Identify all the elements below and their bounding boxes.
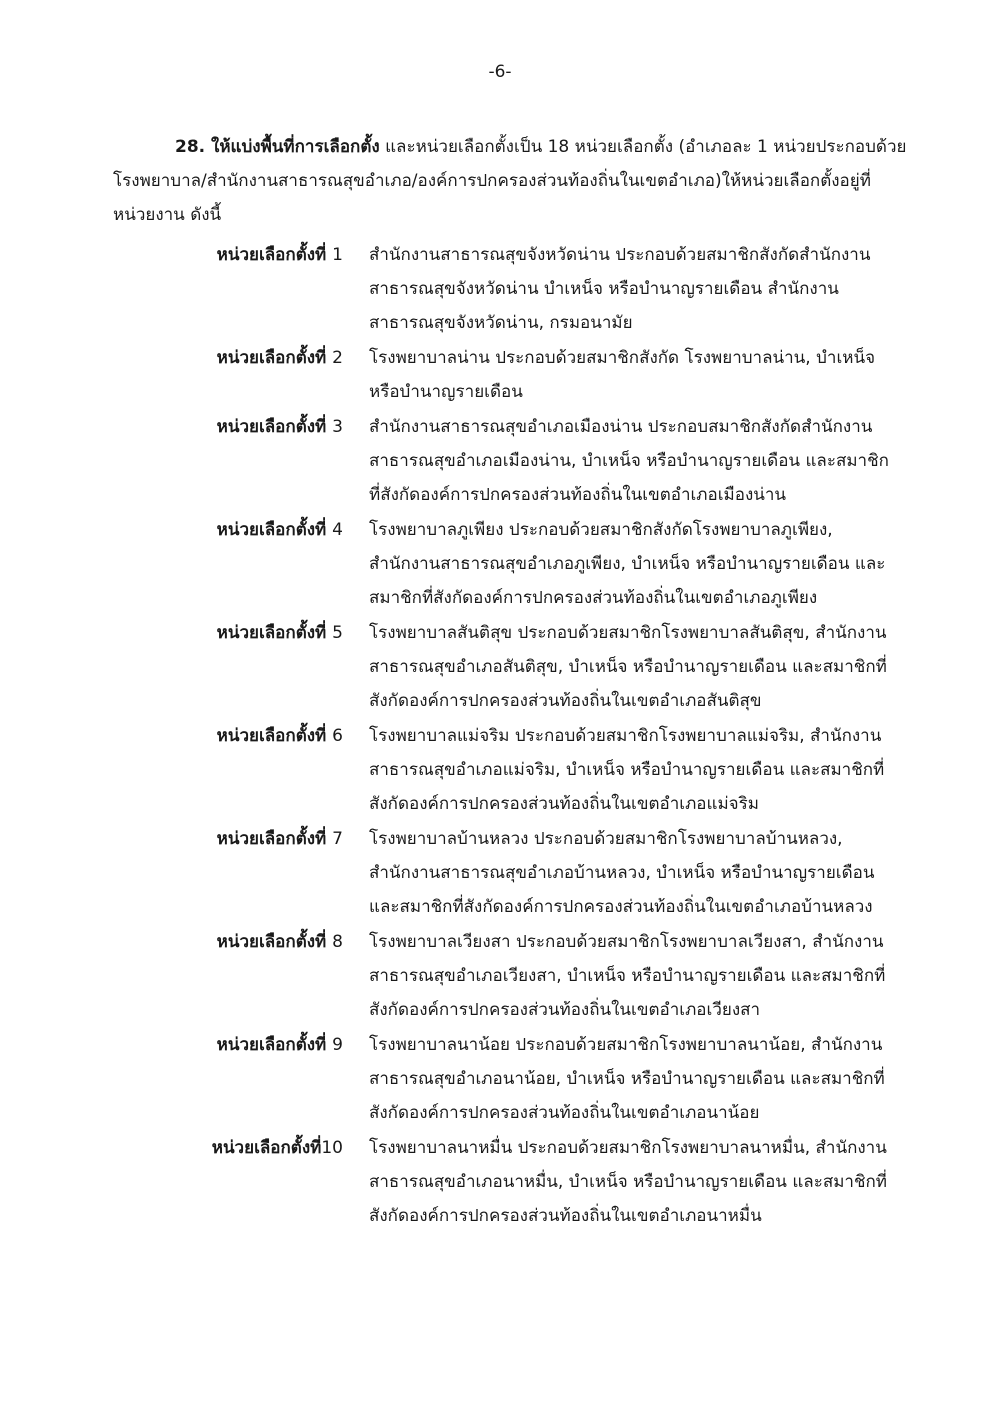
description-line: โรงพยาบาลเวียงสา ประกอบด้วยสมาชิกโรงพยาบาลเวียงสา, สำนักงาน [369, 932, 884, 952]
polling-unit-label [113, 822, 369, 924]
description-line: สำนักงานสาธารณสุขอำเภอบ้านหลวง, บำเหน็จ หรือบำนาญรายเดือน [369, 863, 875, 883]
polling-unit-7 [113, 822, 923, 924]
description-line: โรงพยาบาลแม่จริม ประกอบด้วยสมาชิกโรงพยาบาลแม่จริม, สำนักงาน [369, 726, 882, 746]
polling-unit-label-text: หน่วยเลือกตั้งที่ [216, 623, 327, 643]
description-line: สาธารณสุขอำเภอนาหมื่น, บำเหน็จ หรือบำนาญรายเดือน และสมาชิกที่ [369, 1172, 888, 1192]
polling-unit-label-text: หน่วยเลือกตั้งที่ [216, 829, 327, 849]
description-line: สาธารณสุขอำเภอสันติสุข, บำเหน็จ หรือบำนาญรายเดือน และสมาชิกที่ [369, 657, 887, 677]
polling-unit-label [113, 410, 369, 512]
description-line: สังกัดองค์การปกครองส่วนท้องถิ่นในเขตอำเภอนาหมื่น [369, 1206, 762, 1226]
polling-unit-label [113, 925, 369, 1027]
polling-unit-description [369, 513, 923, 615]
description-line: สาธารณสุขอำเภอเวียงสา, บำเหน็จ หรือบำนาญรายเดือน และสมาชิกที่ [369, 966, 886, 986]
polling-unit-description [369, 238, 923, 340]
polling-unit-label [113, 1131, 369, 1233]
description-line: และสมาชิกที่สังกัดองค์การปกครองส่วนท้องถิ่นในเขตอำเภอบ้านหลวง [369, 897, 873, 917]
description-line: สังกัดองค์การปกครองส่วนท้องถิ่นในเขตอำเภอแม่จริม [369, 794, 759, 814]
description-line: สำนักงานสาธารณสุขจังหวัดน่าน ประกอบด้วยสมาชิกสังกัดสำนักงาน [369, 245, 871, 265]
polling-unit-description [369, 1028, 923, 1130]
polling-unit-description [369, 410, 923, 512]
clause-lead: 28. ให้แบ่งพื้นที่การเลือกตั้ง [175, 137, 380, 157]
polling-unit-description [369, 616, 923, 718]
polling-unit-label-text: หน่วยเลือกตั้งที่ [216, 245, 327, 265]
polling-unit-label [113, 719, 369, 821]
polling-unit-number: 2 [332, 348, 343, 368]
description-line: สาธารณสุขอำเภอเมืองน่าน, บำเหน็จ หรือบำนาญรายเดือน และสมาชิก [369, 451, 889, 471]
polling-unit-label-text: หน่วยเลือกตั้งที่ [216, 417, 327, 437]
description-line: สาธารณสุขจังหวัดน่าน, กรมอนามัย [369, 313, 633, 333]
polling-unit-label-text: หน่วยเลือกตั้งที่ [211, 1138, 322, 1158]
polling-unit-description [369, 822, 923, 924]
polling-unit-label [113, 341, 369, 409]
description-line: สังกัดองค์การปกครองส่วนท้องถิ่นในเขตอำเภอเวียงสา [369, 1000, 761, 1020]
description-line: โรงพยาบาลสันติสุข ประกอบด้วยสมาชิกโรงพยาบาลสันติสุข, สำนักงาน [369, 623, 887, 643]
polling-unit-4 [113, 513, 923, 615]
intro-paragraph [113, 130, 923, 232]
polling-unit-description [369, 1131, 923, 1233]
polling-unit-3 [113, 410, 923, 512]
polling-unit-number: 7 [332, 829, 343, 849]
description-line: โรงพยาบาลนาน้อย ประกอบด้วยสมาชิกโรงพยาบาลนาน้อย, สำนักงาน [369, 1035, 883, 1055]
intro-line-3: หน่วยงาน ดังนี้ [113, 205, 222, 225]
polling-unit-label [113, 1028, 369, 1130]
polling-unit-number: 1 [332, 245, 343, 265]
polling-unit-number: 3 [332, 417, 343, 437]
description-line: สังกัดองค์การปกครองส่วนท้องถิ่นในเขตอำเภอนาน้อย [369, 1103, 760, 1123]
polling-unit-label-text: หน่วยเลือกตั้งที่ [216, 520, 327, 540]
polling-unit-description [369, 925, 923, 1027]
description-line: โรงพยาบาลนาหมื่น ประกอบด้วยสมาชิกโรงพยาบาลนาหมื่น, สำนักงาน [369, 1138, 887, 1158]
polling-unit-1 [113, 238, 923, 340]
polling-unit-number: 10 [321, 1138, 343, 1158]
description-line: ที่สังกัดองค์การปกครองส่วนท้องถิ่นในเขตอำเภอเมืองน่าน [369, 485, 787, 505]
polling-unit-number: 5 [332, 623, 343, 643]
polling-unit-10 [113, 1131, 923, 1233]
polling-unit-number: 8 [332, 932, 343, 952]
page-number: -6- [488, 62, 512, 82]
description-line: สาธารณสุขอำเภอนาน้อย, บำเหน็จ หรือบำนาญรายเดือน และสมาชิกที่ [369, 1069, 885, 1089]
polling-unit-label [113, 616, 369, 718]
polling-unit-label [113, 238, 369, 340]
description-line: สมาชิกที่สังกัดองค์การปกครองส่วนท้องถิ่นในเขตอำเภอภูเพียง [369, 588, 818, 608]
description-line: สาธารณสุขอำเภอแม่จริม, บำเหน็จ หรือบำนาญรายเดือน และสมาชิกที่ [369, 760, 885, 780]
description-line: หรือบำนาญรายเดือน [369, 382, 523, 402]
polling-unit-8 [113, 925, 923, 1027]
polling-unit-2 [113, 341, 923, 409]
description-line: สำนักงานสาธารณสุขอำเภอภูเพียง, บำเหน็จ หรือบำนาญรายเดือน และ [369, 554, 886, 574]
description-line: โรงพยาบาลบ้านหลวง ประกอบด้วยสมาชิกโรงพยาบาลบ้านหลวง, [369, 829, 843, 849]
polling-unit-description [369, 341, 923, 409]
polling-unit-list [113, 238, 923, 1234]
description-line: สังกัดองค์การปกครองส่วนท้องถิ่นในเขตอำเภอสันติสุข [369, 691, 762, 711]
polling-unit-number: 4 [332, 520, 343, 540]
polling-unit-label-text: หน่วยเลือกตั้งที่ [216, 348, 327, 368]
intro-line-1 [113, 130, 923, 164]
polling-unit-label-text: หน่วยเลือกตั้งที่ [216, 1035, 327, 1055]
polling-unit-5 [113, 616, 923, 718]
polling-unit-number: 6 [332, 726, 343, 746]
clause-text: และหน่วยเลือกตั้งเป็น 18 หน่วยเลือกตั้ง (อำเภอละ 1 หน่วยประกอบด้วย [379, 137, 907, 157]
polling-unit-label-text: หน่วยเลือกตั้งที่ [216, 932, 327, 952]
polling-unit-number: 9 [332, 1035, 343, 1055]
polling-unit-label-text: หน่วยเลือกตั้งที่ [216, 726, 327, 746]
description-line: สำนักงานสาธารณสุขอำเภอเมืองน่าน ประกอบสมาชิกสังกัดสำนักงาน [369, 417, 873, 437]
polling-unit-9 [113, 1028, 923, 1130]
intro-line-2: โรงพยาบาล/สำนักงานสาธารณสุขอำเภอ/องค์การปกครองส่วนท้องถิ่นในเขตอำเภอ)ให้หน่วยเลือกตั้งอยู่ที่ [113, 171, 871, 191]
description-line: โรงพยาบาลน่าน ประกอบด้วยสมาชิกสังกัด โรงพยาบาลน่าน, บำเหน็จ [369, 348, 876, 368]
description-line: โรงพยาบาลภูเพียง ประกอบด้วยสมาชิกสังกัดโรงพยาบาลภูเพียง, [369, 520, 833, 540]
polling-unit-label [113, 513, 369, 615]
polling-unit-description [369, 719, 923, 821]
description-line: สาธารณสุขจังหวัดน่าน บำเหน็จ หรือบำนาญรายเดือน สำนักงาน [369, 279, 839, 299]
polling-unit-6 [113, 719, 923, 821]
